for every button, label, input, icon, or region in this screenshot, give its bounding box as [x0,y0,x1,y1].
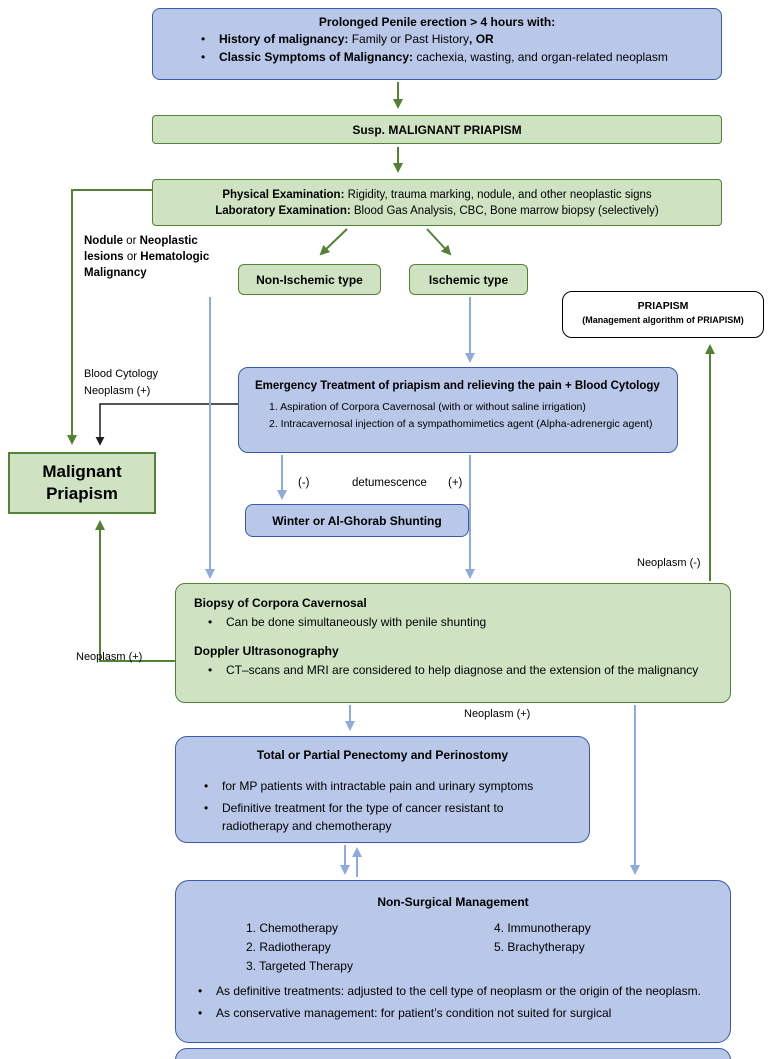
biopsy-heading: Biopsy of Corpora Cavernosal [194,596,367,610]
neoplasm-plus-left-label: Neoplasm (+) [76,651,143,663]
non-surgical-lists [194,919,712,976]
therapy-item-4: 4. Immunotherapy [494,921,591,935]
physical-exam-label: Physical Examination: [222,189,345,201]
start-bullet-1-or: , OR [469,32,494,46]
non-surgical-box [175,880,731,1043]
physical-exam-text: Rigidity, trauma marking, nodule, and other neoplastic signs [344,189,652,201]
start-box [152,8,722,80]
physical-exam-line [159,187,715,203]
lab-exam-text: Blood Gas Analysis, CBC, Bone marrow biopsy (selectively) [350,205,659,217]
suspected-malignant-priapism-box [152,115,722,144]
hematologic-malignancy-word: Hematologic Malignancy [84,251,210,279]
non-surgical-bullet-1: • As definitive treatments: adjusted to the cell type of neoplasm or the origin of the neoplasm. [194,982,712,1000]
lab-exam-line [159,203,715,219]
arrow-exam-to-nonischemic [321,229,347,254]
shunting-label: Winter or Al-Ghorab Shunting [272,513,442,528]
start-bullet-2-label: Classic Symptoms of Malignancy: [219,50,414,64]
blood-cytology-line2: Neoplasm (+) [84,385,151,397]
nodule-word: Nodule [84,235,123,247]
start-bullet-1 [197,32,707,46]
nodule-or-1: or [122,235,140,247]
detumescence-label: detumescence [352,477,427,489]
ischemic-label: Ischemic type [428,272,509,287]
blood-cytology-line1: Blood Cytology [84,368,158,380]
non-surgical-heading: Non-Surgical Management [377,895,529,909]
detumescence-minus-label: (-) [298,477,310,489]
non-surgical-list-right [494,919,591,976]
malignant-priapism-box [8,452,156,514]
penectomy-bullet-1: • for MP patients with intractable pain and urinary symptoms [200,777,571,795]
examination-box [152,179,722,226]
non-surgical-bullet-2: • As conservative management: for patient’s condition not suited for surgical [194,1004,712,1022]
penectomy-box [175,736,590,843]
priapism-algorithm-box [562,291,764,338]
therapy-item-3: 3. Targeted Therapy [246,959,353,973]
suspected-label: Susp. MALIGNANT PRIAPISM [352,122,522,137]
arrow-exam-to-malignant [72,190,152,443]
therapy-item-2: 2. Radiotherapy [246,940,331,954]
nodule-neoplastic-label [84,233,228,281]
detumescence-plus-label: (+) [448,477,463,489]
ischemic-type-box [409,264,528,295]
emergency-heading: Emergency Treatment of priapism and relieving the pain + Blood Cytology [255,380,660,392]
non-ischemic-label: Non-Ischemic type [256,272,363,287]
bottom-cutoff-box [175,1048,731,1059]
start-bullet-2 [197,50,707,64]
non-surgical-list-left [246,919,426,976]
arrow-blood-cytology-to-malignant [100,404,238,444]
arrow-exam-to-ischemic [427,229,450,254]
penectomy-bullet-2: • Definitive treatment for the type of cancer resistant to radiotherapy and chemotherapy [200,799,552,835]
nodule-or-2: or [123,251,141,263]
start-bullet-1-label: History of malignancy: [219,32,349,46]
biopsy-box [175,583,731,703]
malignant-line1: Malignant [42,462,122,481]
priapism-subtitle: (Management algorithm of PRIAPISM) [582,315,744,325]
emergency-item-2: 2. Intracavernosal injection of a sympathomimetics agent (Alpha-adrenergic agent) [269,418,653,430]
biopsy-bullet-1: • Can be done simultaneously with penile shunting [204,615,712,629]
emergency-item-1: 1. Aspiration of Corpora Cavernosal (with or without saline irrigation) [269,401,586,413]
malignant-line2: Priapism [46,484,118,503]
lab-exam-label: Laboratory Examination: [215,205,351,217]
start-heading: Prolonged Penile erection > 4 hours with: [318,15,556,29]
non-ischemic-type-box [238,264,381,295]
biopsy-bullet-2: • CT–scans and MRI are considered to help diagnose and the extension of the malignancy [204,663,712,677]
penectomy-heading: Total or Partial Penectomy and Perinostomy [256,748,509,762]
start-bullet-2-text: cachexia, wasting, and organ-related neoplasm [413,50,668,64]
arrow-biopsy-neoplasm-plus-to-malignant [100,522,175,661]
neoplasm-minus-label: Neoplasm (-) [637,557,701,569]
blood-cytology-label [84,366,158,400]
doppler-heading: Doppler Ultrasonography [194,644,339,658]
therapy-item-1: 1. Chemotherapy [246,921,339,935]
therapy-item-5: 5. Brachytherapy [494,940,585,954]
neoplasm-plus-mid-label: Neoplasm (+) [464,708,531,720]
priapism-title: PRIAPISM [637,300,689,312]
shunting-box [245,504,469,537]
emergency-treatment-box [238,367,678,453]
start-bullet-1-text: Family or Past History [348,32,470,46]
neoplastic-lesions-word: Neoplastic lesions [84,235,198,263]
